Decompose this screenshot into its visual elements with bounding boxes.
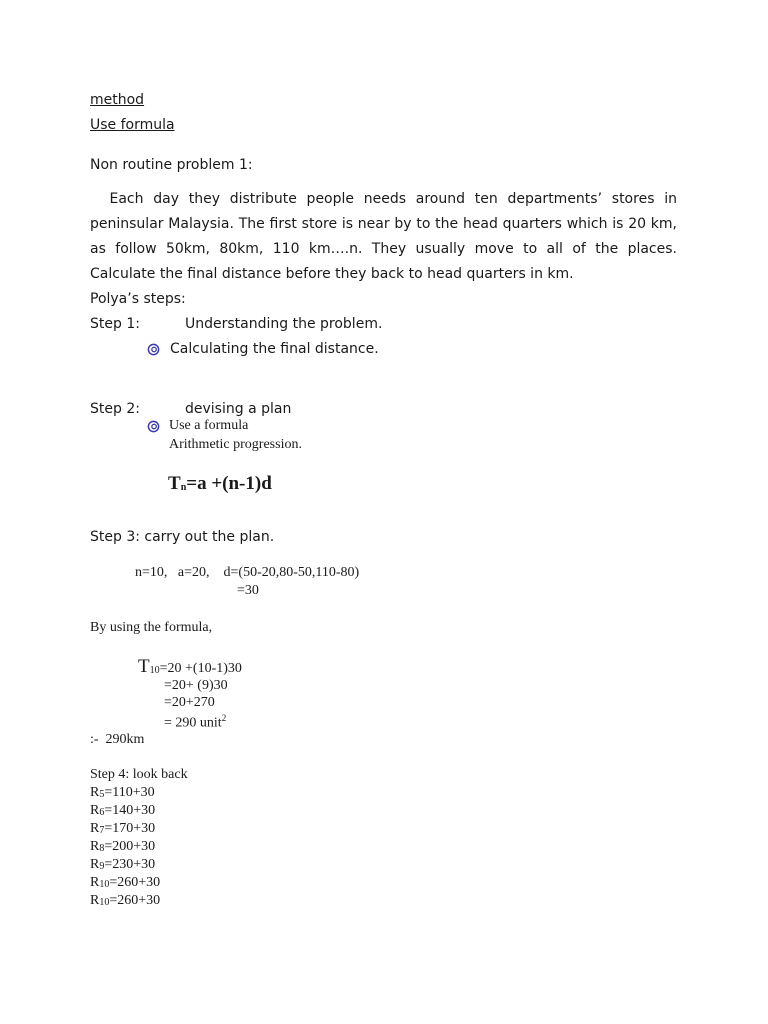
step1-bullet: Calculating the final distance. <box>170 341 379 357</box>
calc-l4: = 290 unit <box>164 715 222 731</box>
formula-rest: =a +(n-1)d <box>186 473 272 494</box>
formula-t: T <box>168 473 181 494</box>
lookback-val: =260+30 <box>109 875 161 890</box>
lookback-val: =110+30 <box>104 785 155 800</box>
lookback-sub: 9 <box>99 861 105 872</box>
spiral-bullet-icon <box>147 420 160 433</box>
answer-line: :- 290km <box>90 732 145 747</box>
lookback-row-r9 <box>90 857 155 873</box>
step2-title: devising a plan <box>185 401 292 417</box>
step2-bullet-formula: Use a formula <box>169 418 249 433</box>
lookback-sub: 10 <box>99 879 110 890</box>
calc-l1: =20 +(10-1)30 <box>159 661 242 676</box>
use-formula-heading: Use formula <box>90 117 175 133</box>
lookback-r: R <box>90 839 100 854</box>
lookback-row-r10-repeat <box>90 893 160 909</box>
method-heading: method <box>90 92 145 108</box>
lookback-row-r10 <box>90 875 160 891</box>
lookback-sub: 6 <box>99 807 105 818</box>
problem-title: Non routine problem 1: <box>90 157 253 173</box>
lookback-val: =260+30 <box>109 893 161 908</box>
spiral-bullet-icon <box>147 343 160 356</box>
step2-arithmetic-progression: Arithmetic progression. <box>169 437 302 452</box>
polya-label: Polya’s steps: <box>90 291 186 307</box>
lookback-r: R <box>90 893 100 908</box>
lookback-val: =170+30 <box>104 821 156 836</box>
lookback-r: R <box>90 857 100 872</box>
lookback-row-r5 <box>90 785 155 801</box>
lookback-row-r8 <box>90 839 155 855</box>
calc-line-1 <box>138 656 242 678</box>
lookback-r: R <box>90 785 100 800</box>
step2-label: Step 2: <box>90 401 140 417</box>
lookback-sub: 8 <box>99 843 105 854</box>
formula-subscript: n <box>180 482 187 493</box>
lookback-r: R <box>90 821 100 836</box>
step4-label: Step 4: look back <box>90 767 188 782</box>
params-d-value: =30 <box>237 583 259 598</box>
problem-text: Each day they distribute people needs around ten departments’ stores in peninsular Malaysia. The first store is near by to the head quarters which is 20 km, as follow 50km, 80km, 110 km….n. They usually move to all of the places. Calculate the final distance before they back to head quarters in km. <box>90 191 677 282</box>
general-formula <box>168 473 272 495</box>
lookback-r: R <box>90 875 100 890</box>
calc-t: T <box>138 656 150 677</box>
lookback-val: =200+30 <box>104 839 156 854</box>
step1-label: Step 1: <box>90 316 140 332</box>
lookback-row-r7 <box>90 821 155 837</box>
lookback-sub: 10 <box>99 897 110 908</box>
step1-title: Understanding the problem. <box>185 316 383 332</box>
lookback-sub: 5 <box>99 789 105 800</box>
lookback-r: R <box>90 803 100 818</box>
calc-line-3: =20+270 <box>164 695 215 710</box>
calc-subscript: 10 <box>149 665 160 676</box>
calc-line-4 <box>164 713 226 732</box>
step3-label: Step 3: carry out the plan. <box>90 529 275 545</box>
params-line: n=10, a=20, d=(50-20,80-50,110-80) <box>135 565 360 580</box>
by-using-formula: By using the formula, <box>90 620 213 635</box>
problem-paragraph <box>90 187 677 287</box>
lookback-val: =230+30 <box>104 857 156 872</box>
lookback-val: =140+30 <box>104 803 156 818</box>
lookback-row-r6 <box>90 803 155 819</box>
calc-l4-superscript: 2 <box>221 713 227 723</box>
lookback-sub: 7 <box>99 825 105 836</box>
calc-line-2: =20+ (9)30 <box>164 678 228 693</box>
